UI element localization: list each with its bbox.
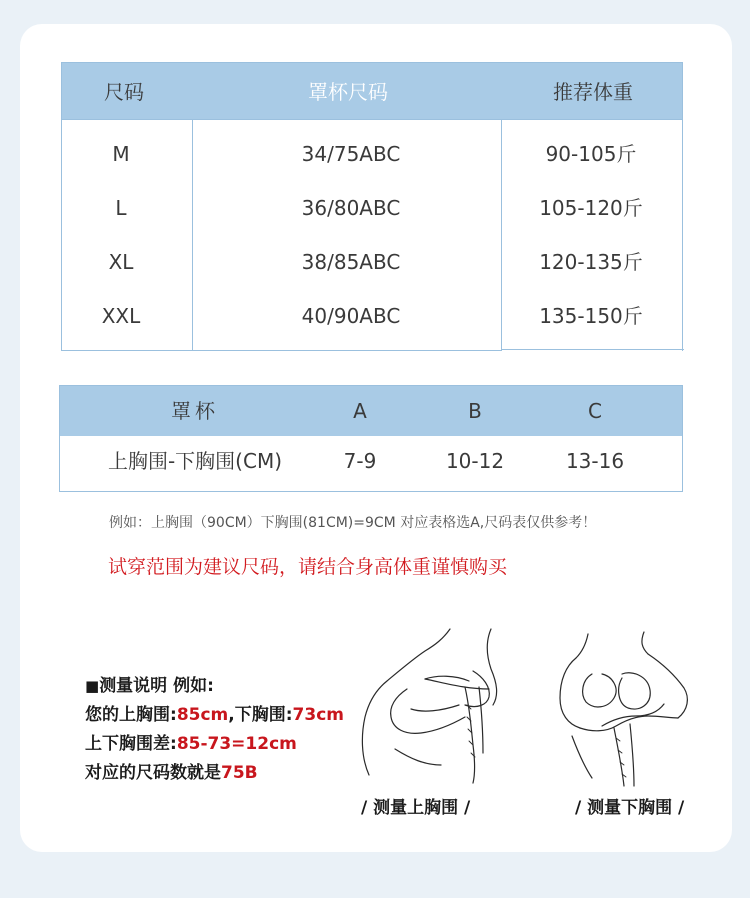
guide-bust-line <box>85 701 385 730</box>
table-row <box>61 127 683 181</box>
result-value: 75B <box>221 763 258 783</box>
upper-bust-label: 您的上胸围: <box>85 705 177 725</box>
weight-cell: 120-135斤 <box>539 250 643 274</box>
bust-difference-label: 上胸围-下胸围(CM) <box>107 449 283 473</box>
upper-bust-value: 85cm <box>176 705 229 725</box>
size-cell: XXL <box>101 304 141 328</box>
table-row <box>61 235 683 289</box>
result-label: 对应的尺码数就是 <box>85 763 221 783</box>
guide-result-line <box>85 759 385 788</box>
cup-table-header <box>60 386 682 436</box>
cup-size-cell: 34/75ABC <box>301 142 401 166</box>
weight-cell: 135-150斤 <box>539 304 643 328</box>
square-bullet-icon: ■ <box>85 677 100 695</box>
upper-bust-caption: / 测量上胸围 / <box>361 798 471 818</box>
cup-size-cell: 38/85ABC <box>301 250 401 274</box>
bottom-border <box>501 349 684 350</box>
header-cup-b: B <box>468 399 482 423</box>
lower-bust-illustration <box>552 628 702 788</box>
table-row <box>60 436 682 491</box>
size-cell: M <box>112 142 130 166</box>
cup-c-range: 13-16 <box>565 449 625 473</box>
cup-a-range: 7-9 <box>343 449 377 473</box>
upper-bust-illustration <box>355 625 505 785</box>
cup-size-cell: 36/80ABC <box>301 196 401 220</box>
size-cell: XL <box>108 250 134 274</box>
header-cup: 罩杯 <box>171 399 219 423</box>
header-weight: 推荐体重 <box>553 80 633 104</box>
header-size: 尺码 <box>104 80 144 104</box>
guide-diff-line <box>85 730 385 759</box>
guide-title-text: 测量说明 例如: <box>99 676 214 696</box>
weight-cell: 90-105斤 <box>545 142 637 166</box>
header-cup-c: C <box>588 399 602 423</box>
guide-title <box>85 672 385 701</box>
size-table-header <box>61 62 683 120</box>
size-cell: L <box>115 196 127 220</box>
measurement-guide <box>85 672 385 788</box>
bottom-border <box>61 350 502 351</box>
header-cup-a: A <box>353 399 367 423</box>
weight-cell: 105-120斤 <box>539 196 643 220</box>
cup-size-cell: 40/90ABC <box>301 304 401 328</box>
cup-b-range: 10-12 <box>445 449 505 473</box>
table-row <box>61 181 683 235</box>
example-note: 例如：上胸围（90CM）下胸围(81CM)=9CM 对应表格选A,尺码表仅供参考！ <box>109 515 597 531</box>
warning-note: 试穿范围为建议尺码，请结合身高体重谨慎购买 <box>108 556 508 578</box>
lower-bust-label: 下胸围: <box>234 705 293 725</box>
lower-bust-value: 73cm <box>292 705 344 725</box>
separator: , <box>228 705 235 725</box>
size-table <box>61 62 684 351</box>
table-row <box>61 289 683 343</box>
diff-label: 上下胸围差: <box>85 734 177 754</box>
cup-table <box>59 385 683 492</box>
lower-bust-caption: / 测量下胸围 / <box>575 798 685 818</box>
diff-value: 85-73=12cm <box>176 734 297 754</box>
header-cup-size: 罩杯尺码 <box>308 80 388 104</box>
